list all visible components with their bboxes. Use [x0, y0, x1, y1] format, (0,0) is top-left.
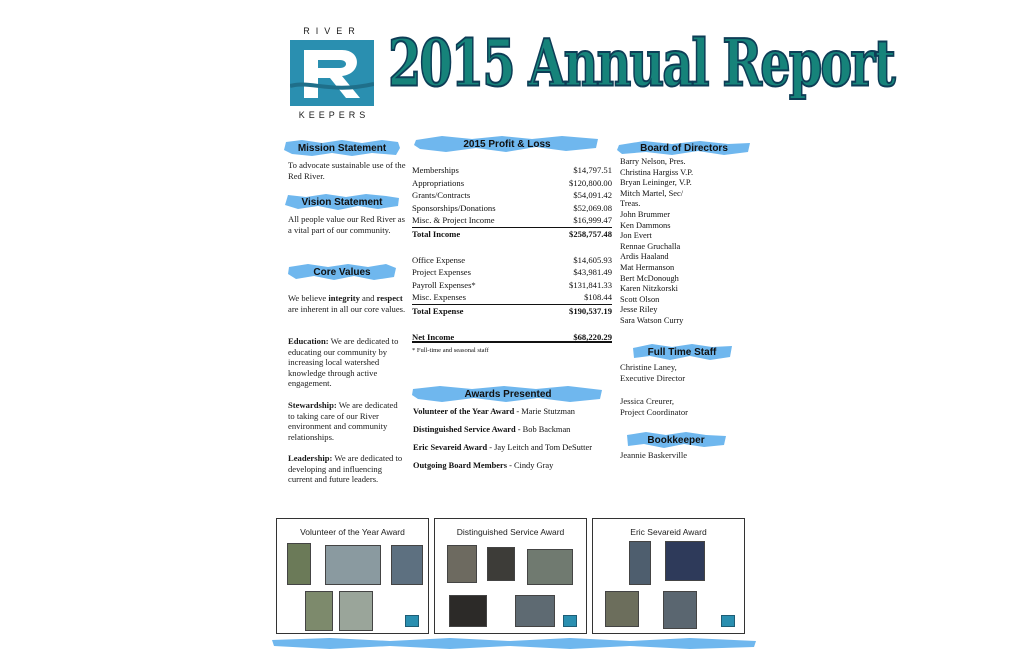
- list-item: Jon Evert: [620, 231, 652, 241]
- vision-heading: Vision Statement: [282, 192, 402, 212]
- logo-top-word: RIVER: [303, 26, 361, 36]
- award-photo: [305, 591, 333, 631]
- core-values-intro: We believe integrity and respect are inherent in all our core values.: [288, 293, 406, 314]
- logo-bottom-word: KEEPERS: [298, 110, 370, 120]
- river-keepers-logo: [288, 26, 380, 126]
- award-photo: [629, 541, 651, 585]
- award-photo: [527, 549, 573, 585]
- panel-title: Eric Sevareid Award: [630, 527, 707, 537]
- list-item: Sara Watson Curry: [620, 315, 684, 325]
- list-item: Christina Hargiss V.P.: [620, 167, 694, 177]
- list-item: Bert McDonough: [620, 273, 679, 283]
- table-row: Payroll Expenses* $131,841.33: [412, 279, 612, 290]
- list-item: Bryan Leininger, V.P.: [620, 178, 692, 188]
- award-photo: [487, 547, 515, 581]
- bookkeeper-heading: Bookkeeper: [624, 430, 728, 450]
- list-item: Distinguished Service Award - Bob Backman: [413, 425, 571, 434]
- list-item: Karen Nitzkorski: [620, 284, 678, 294]
- table-row: Appropriations $120,800.00: [412, 177, 612, 188]
- core-value-stewardship: Stewardship: We are dedicated to taking care of our River environment and community relationships.: [288, 400, 398, 442]
- total-income-row: Total Income $258,757.48: [412, 228, 612, 239]
- river-r-logo-icon: [290, 40, 374, 106]
- award-photo: [447, 545, 477, 583]
- award-photo: [605, 591, 639, 627]
- panel-title: Volunteer of the Year Award: [300, 527, 405, 537]
- list-item: Ardis Haaland: [620, 252, 669, 262]
- table-row: Office Expense $14,605.93: [412, 254, 612, 265]
- list-item: Scott Olson: [620, 294, 660, 304]
- river-keepers-mini-logo-icon: [405, 615, 419, 627]
- photo-panel-distinguished: [434, 518, 587, 634]
- award-photo: [391, 545, 423, 585]
- net-income-row: Net Income $68,220.29: [412, 331, 612, 342]
- river-keepers-mini-logo-icon: [563, 615, 577, 627]
- panel-title: Distinguished Service Award: [456, 527, 565, 537]
- board-heading: Board of Directors: [614, 138, 754, 158]
- core-value-leadership: Leadership: We are dedicated to developing and influencing current and future leaders.: [288, 453, 403, 484]
- river-keepers-mini-logo-icon: [721, 615, 735, 627]
- photo-panel-volunteer: [276, 518, 429, 634]
- core-value-education: Education: We are dedicated to educating our community by increasing local watershed knowledge through active engagement.: [288, 336, 399, 388]
- list-item: John Brummer: [620, 209, 671, 219]
- award-photo: [663, 591, 697, 629]
- list-item: Mat Hermanson: [620, 262, 675, 272]
- staff-heading: Full Time Staff: [630, 342, 734, 362]
- list-item: Barry Nelson, Pres.: [620, 157, 686, 166]
- table-row: Grants/Contracts $54,091.42: [412, 190, 612, 201]
- payroll-footnote: * Full-time and seasonal staff: [412, 347, 489, 355]
- table-row: Memberships $14,797.51: [412, 165, 612, 175]
- list-item: Outgoing Board Members - Cindy Gray: [413, 461, 554, 470]
- table-row: Misc. Expenses $108.44: [412, 292, 612, 303]
- list-item: Volunteer of the Year Award - Marie Stutzman: [413, 407, 575, 416]
- photo-panel-sevareid: [592, 518, 745, 634]
- list-item: Mitch Martel, Sec/: [620, 188, 684, 198]
- report-title: 2015 Annual Report: [388, 26, 894, 102]
- award-photo: [665, 541, 705, 581]
- award-photo: [325, 545, 381, 585]
- table-row: Misc. & Project Income $16,999.47: [412, 215, 612, 226]
- table-row: Sponsorships/Donations $52,069.08: [412, 202, 612, 213]
- mission-heading: Mission Statement: [282, 138, 402, 158]
- awards-heading: Awards Presented: [410, 384, 606, 404]
- annual-report-page: [270, 18, 894, 658]
- vision-text: All people value our Red River as a vital part of our community.: [288, 214, 405, 235]
- award-photo: [449, 595, 487, 627]
- award-photo: [339, 591, 373, 631]
- profit-loss-table: [412, 164, 612, 354]
- list-item: Jesse Riley: [620, 305, 658, 315]
- bottom-brush-stroke-icon: [270, 636, 760, 650]
- board-members-list: [620, 157, 750, 327]
- core-values-heading: Core Values: [286, 262, 398, 282]
- staff-member-2: Jessica Creurer, Project Coordinator: [620, 396, 689, 417]
- list-item: Eric Sevareid Award - Jay Leitch and Tom DeSutter: [413, 443, 592, 452]
- total-expense-row: Total Expense $190,537.19: [412, 305, 612, 316]
- award-photo: [515, 595, 555, 627]
- list-item: Rennae Gruchalla: [620, 241, 681, 251]
- list-item: Treas.: [620, 199, 641, 209]
- mission-text: To advocate sustainable use of the Red River.: [288, 160, 406, 181]
- awards-list: [413, 406, 623, 478]
- list-item: Ken Dammons: [620, 220, 671, 230]
- table-row: Project Expenses $43,981.49: [412, 267, 612, 278]
- award-photo: [287, 543, 311, 585]
- profit-loss-heading: 2015 Profit & Loss: [412, 134, 602, 154]
- bookkeeper-name: Jeannie Baskerville: [620, 450, 688, 460]
- staff-member-1: Christine Laney, Executive Director: [620, 362, 686, 383]
